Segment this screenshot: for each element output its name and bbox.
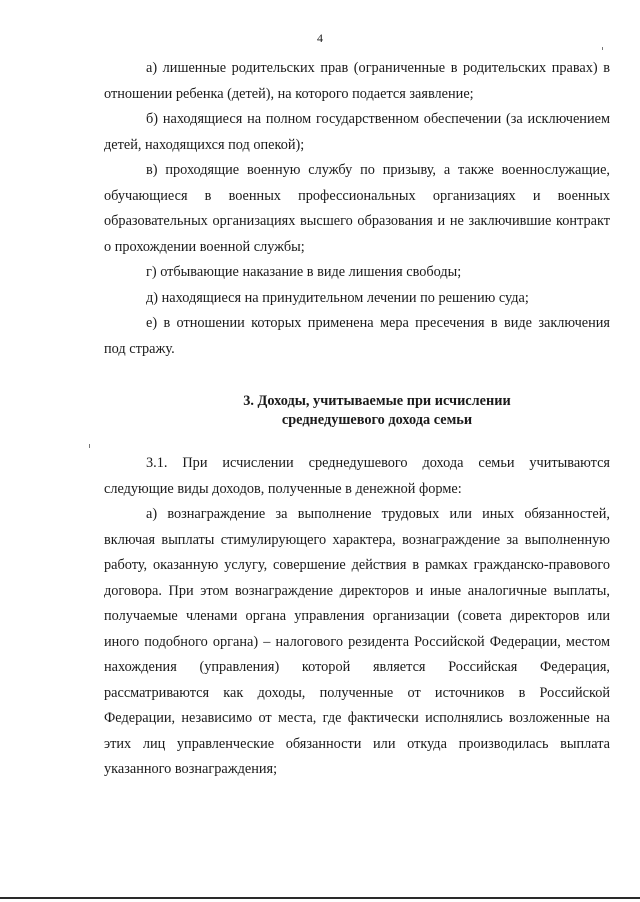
list-item-e: е) в отношении которых применена мера пресечения в виде заключения под стражу.: [104, 315, 610, 357]
page-bottom-edge: [0, 897, 640, 899]
paragraph-3-1-a: а) вознаграждение за выполнение трудовых или иных обязанностей, включая выплаты стимулирующего характера, вознаграждение за выполненную работу, оказанную услугу, совершение действия в рамках гражданско-правового договора. При этом вознаграждение директоров и иные аналогичные выплаты, получаемые членами органа управления организации (совета директоров или иного подобного органа) – налогового резидента Российской Федерации, местом нахождения (управления) которой является Российская Федерация, рассматриваются как доходы, полученные от источников в Российской Федерации, независимо от места, где фактически исполнялись возложенные на этих лиц управленческие обязанности или откуда производилась выплата указанного вознаграждения;: [104, 506, 610, 777]
list-item-g: г) отбывающие наказание в виде лишения свободы;: [146, 264, 462, 280]
scan-artifact-mark: [602, 47, 603, 50]
section-heading-line-1: 3. Доходы, учитываемые при исчислении: [243, 393, 511, 409]
list-item-v: в) проходящие военную службу по призыву, а также военнослужащие, обучающиеся в военных профессиональных организациях и военных образовательных организациях высшего образования и не заключившие контракт о прохождении военной службы;: [104, 162, 610, 255]
paragraph-3-1: 3.1. При исчислении среднедушевого дохода семьи учитываются следующие виды доходов, полученные в денежной форме:: [104, 455, 610, 497]
scan-artifact-mark: [89, 444, 90, 448]
page-number: 4: [317, 31, 323, 45]
section-heading-line-2: среднедушевого дохода семьи: [281, 412, 473, 428]
list-item-a: а) лишенные родительских прав (ограниченные в родительских правах) в отношении ребенка (детей), на которого подается заявление;: [104, 60, 610, 102]
list-item-d: д) находящиеся на принудительном лечении по решению суда;: [146, 289, 529, 306]
section-heading: [104, 392, 610, 430]
document-body: [104, 56, 610, 783]
list-item-b: б) находящиеся на полном государственном обеспечении (за исключением детей, находящихся под опекой);: [104, 111, 610, 153]
